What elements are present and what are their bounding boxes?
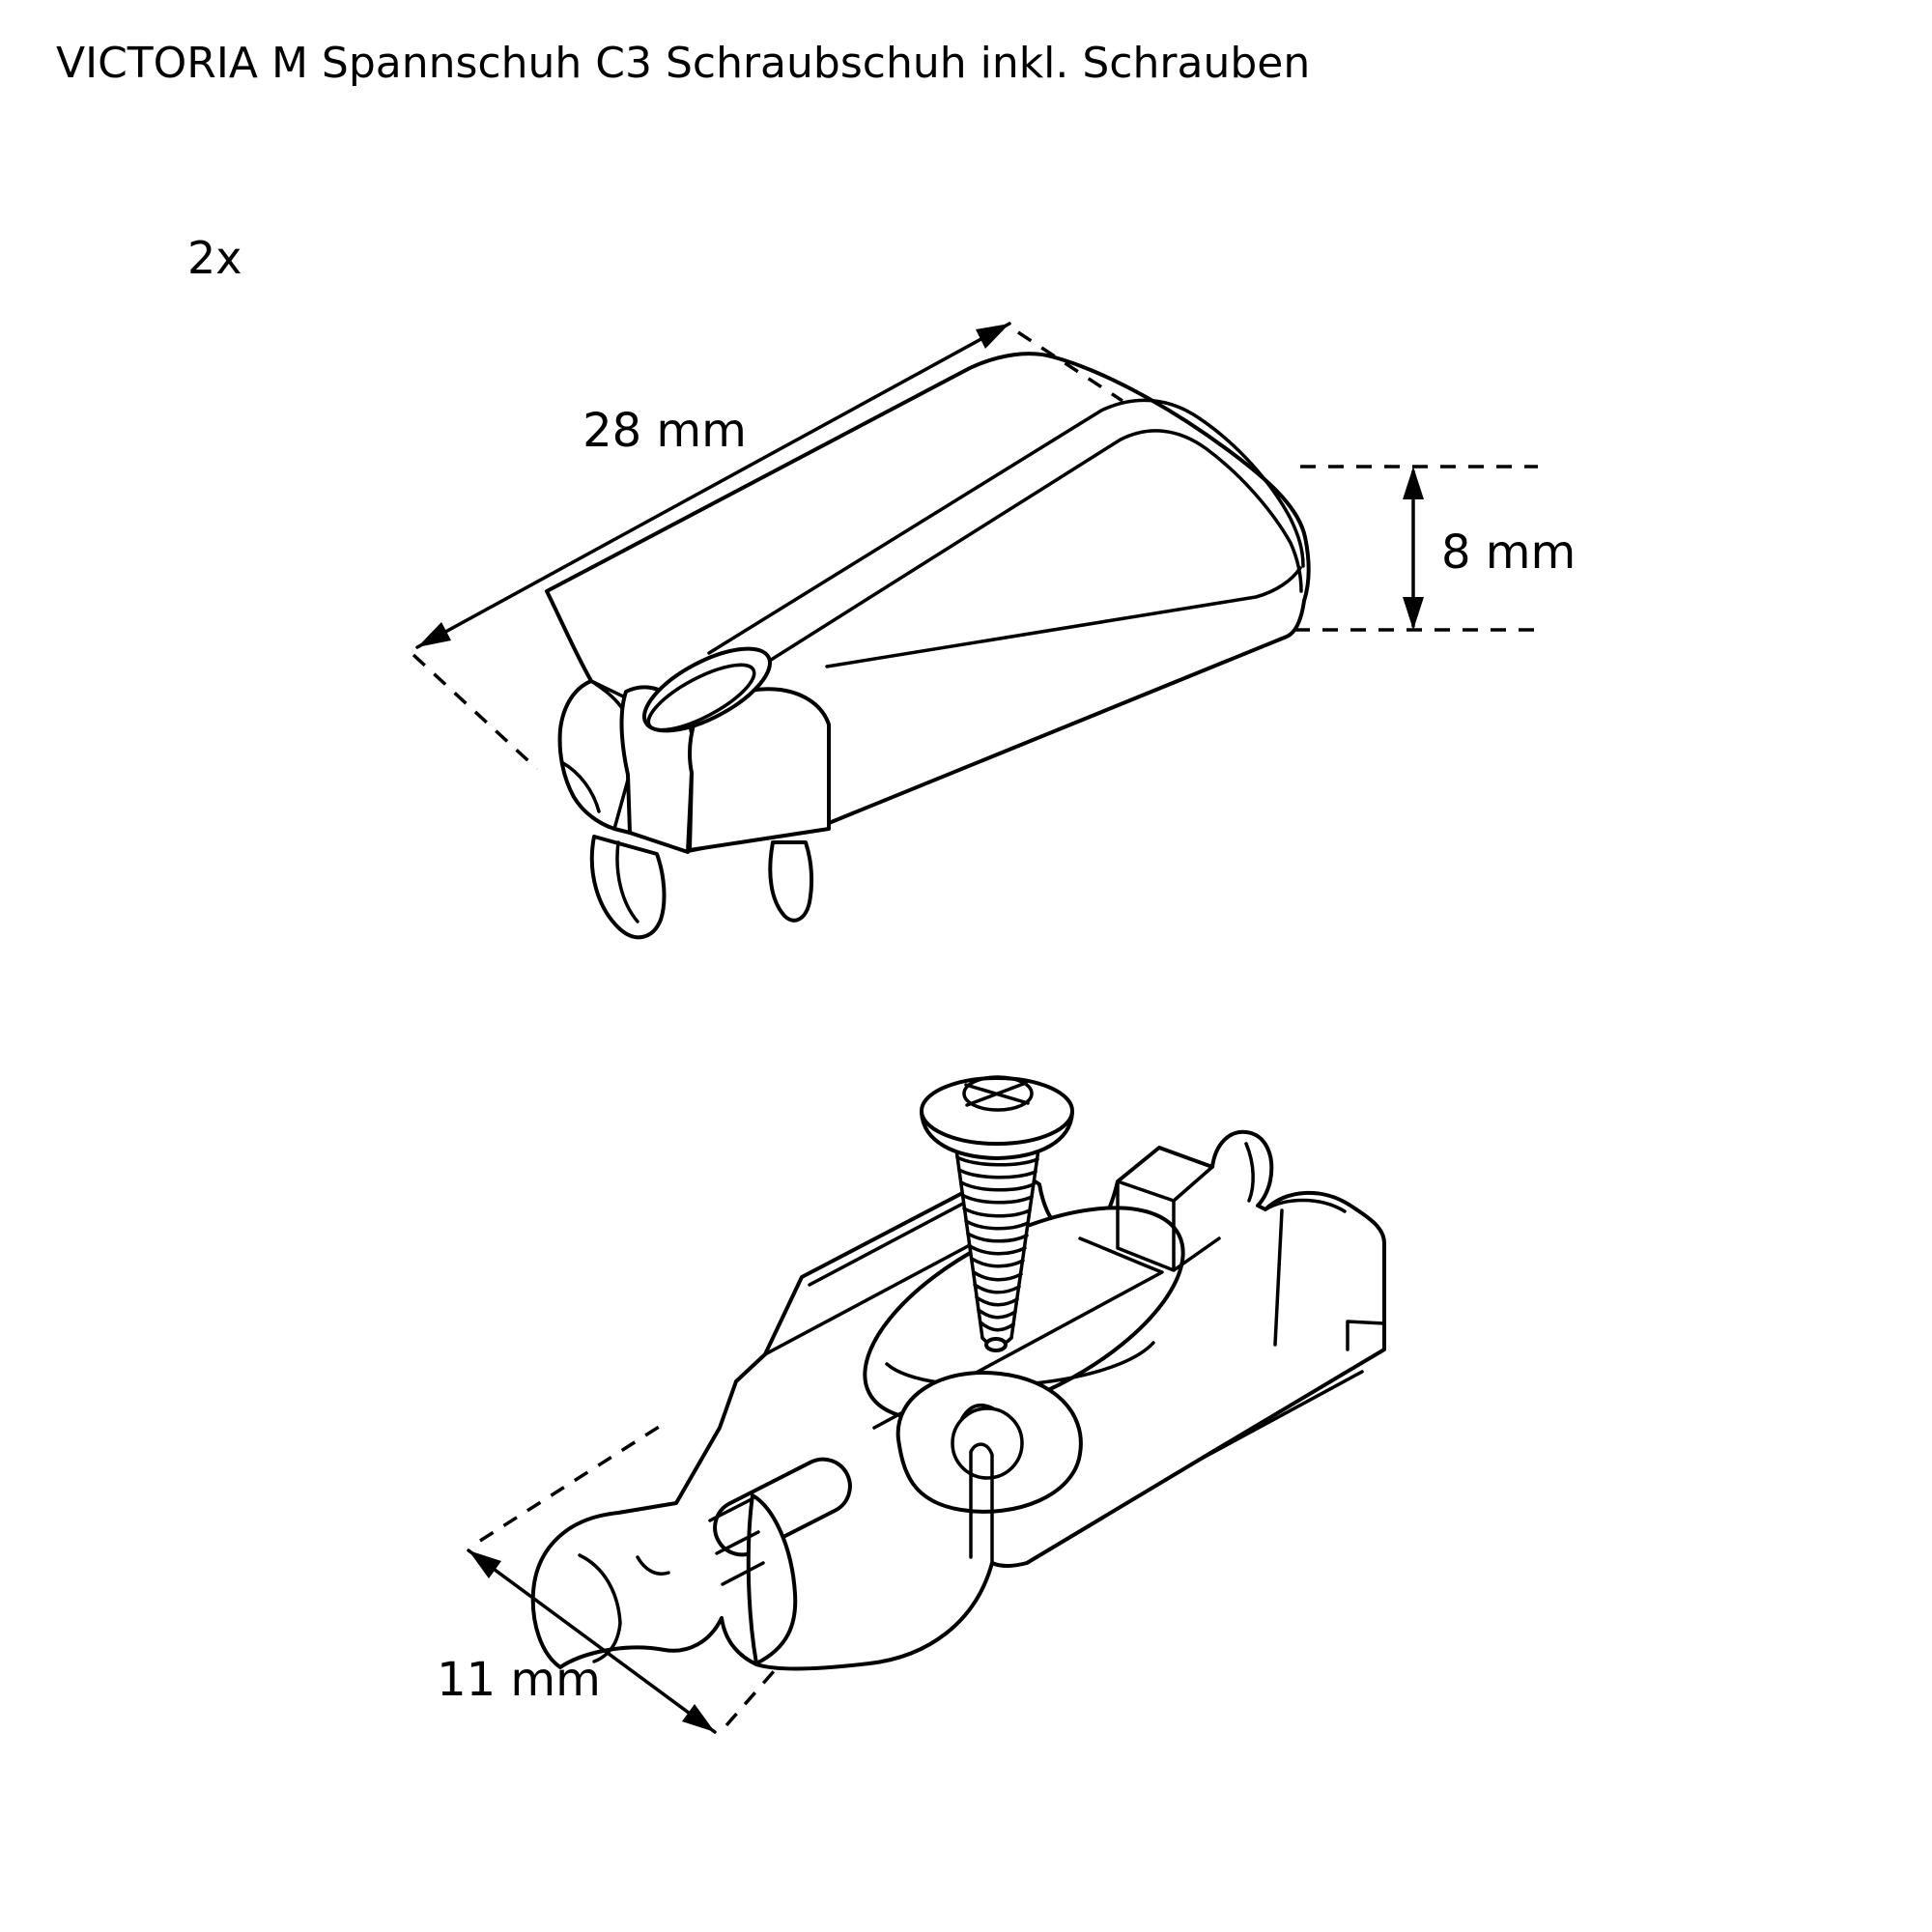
cap-hook-prong-left bbox=[592, 837, 665, 937]
dim-28-extension-bottom bbox=[413, 655, 537, 769]
cap-part-figure bbox=[413, 324, 1576, 937]
dimension-8mm bbox=[1294, 467, 1576, 630]
dim-8-arrowhead-top bbox=[1403, 467, 1424, 499]
dim-8-label: 8 mm bbox=[1441, 526, 1577, 580]
dim-28-arrowhead-top bbox=[976, 324, 1009, 349]
cap-hook-prong-right bbox=[770, 842, 811, 921]
dim-11-label: 11 mm bbox=[437, 1653, 601, 1707]
page-title: VICTORIA M Spannschuh C3 Schraubschuh inkl. Schrauben bbox=[56, 39, 1311, 88]
screw-tip-end bbox=[986, 1339, 1006, 1350]
dim-8-arrowhead-bottom bbox=[1403, 597, 1424, 630]
dim-11-extension-bottom bbox=[726, 1670, 775, 1725]
base-screw-boss bbox=[898, 1373, 1081, 1512]
dim-28-label: 28 mm bbox=[582, 404, 747, 458]
dim-11-arrowhead-top bbox=[469, 1550, 501, 1578]
base-part-figure bbox=[437, 1077, 1384, 1732]
quantity-label: 2x bbox=[187, 232, 242, 284]
dim-11-arrowhead-bottom bbox=[682, 1704, 715, 1732]
dim-28-arrowhead-bottom bbox=[417, 622, 451, 647]
